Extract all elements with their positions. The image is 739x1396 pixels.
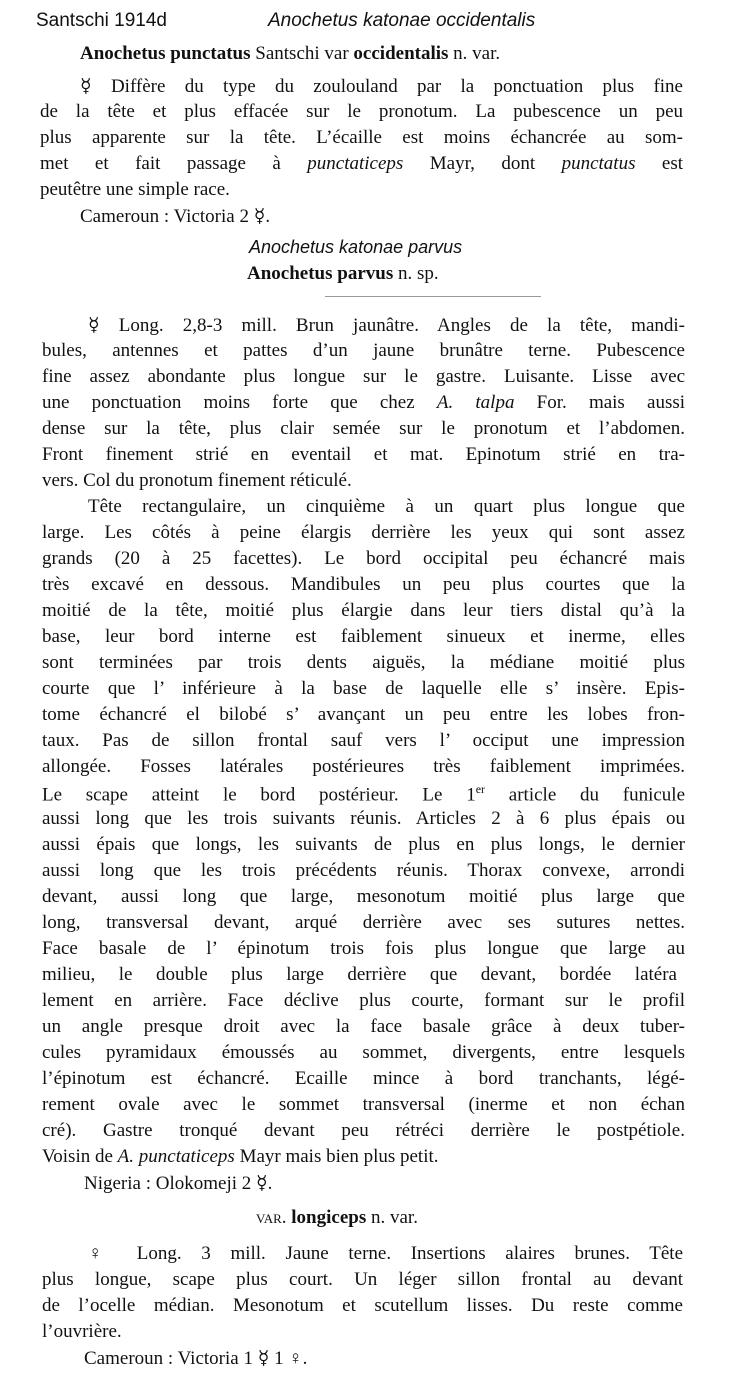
text-line: lement en arrière. Face déclive plus courte, formant sur le profil — [42, 990, 685, 1011]
species-name: punctatus — [170, 43, 251, 64]
text-line: l’épinotum est échancré. Ecaille mince à bord tranchants, légé- — [42, 1068, 685, 1089]
species-name-italic: punctatus — [561, 153, 636, 174]
text-line: de la tête et plus effacée sur le pronotum. La pubescence un peu — [40, 101, 683, 122]
text-line: moitié de la tête, moitié plus élargie dans leur tiers distal qu’à la — [42, 600, 685, 621]
text-span: article du funicule — [508, 784, 686, 806]
text-span: met et fait passage à — [40, 153, 281, 174]
text-line: taux. Pas de sillon frontal sauf vers l’ occiput une impression — [42, 730, 685, 751]
text-line: l’ouvrière. — [42, 1321, 122, 1342]
locality-line: Cameroun : Victoria 2 ☿. — [80, 206, 271, 227]
text-line: grands (20 à 25 facettes). Le bord occipital peu échancré mais — [42, 548, 685, 569]
text-line — [42, 782, 685, 806]
text-line: plus apparente sur la tête. L’écaille est moins échancrée au som- — [40, 127, 683, 148]
taxon-status: n. var. — [453, 43, 501, 64]
text-line: cré). Gastre tronqué devant peu rétréci derrière le postpétiole. — [42, 1120, 685, 1141]
text-line — [42, 392, 685, 414]
text-line: large. Les côtés à peine élargis derrière les yeux qui sont assez — [42, 522, 685, 543]
text-line: tome échancré el bilobé s’ avançant un peu entre les lobes fron- — [42, 704, 685, 725]
variety-name: longiceps — [291, 1207, 367, 1228]
text-span: Voisin de — [42, 1146, 113, 1167]
taxon-status: n. var. — [370, 1207, 418, 1228]
text-line: un angle presque droit avec la face basale grâce à deux tuber- — [42, 1016, 685, 1037]
text-line: très excavé en dessous. Mandibules un peu plus courtes que la — [42, 574, 685, 595]
text-line: sont terminées par trois dents aiguës, la médiane moitié plus — [42, 652, 685, 673]
taxon-heading-occidentalis — [80, 43, 500, 65]
genus-name: Anochetus — [247, 263, 333, 284]
text-line: dense sur la tête, plus clair semée sur le pronotum et l’abdomen. — [42, 418, 685, 439]
genus-name: Anochetus — [80, 43, 166, 64]
text-line — [40, 153, 683, 175]
text-line: de l’ocelle médian. Mesonotum et scutellum lisses. Du reste comme — [42, 1295, 683, 1316]
superscript: er — [475, 782, 486, 796]
text-line: ☿ Diffère du type du zoulouland par la ponctuation plus fine — [80, 76, 683, 97]
text-line: milieu, le double plus large derrière que devant, bordée latéra — [42, 964, 677, 985]
author-var: Santschi var — [255, 43, 349, 64]
text-line: Front finement strié en eventail et mat. Epinotum strié en tra- — [42, 444, 685, 465]
current-name-label: Anochetus katonae occidentalis — [268, 10, 536, 31]
text-line: fine assez abondante plus longue sur le gastre. Luisante. Lisse avec — [42, 366, 685, 387]
text-line: ☿ Long. 2,8-3 mill. Brun jaunâtre. Angles de la tête, mandi- — [88, 315, 685, 336]
locality-line: Nigeria : Olokomeji 2 ☿. — [84, 1173, 273, 1194]
variety-name: occidentalis — [353, 43, 449, 64]
text-line: ♀ Long. 3 mill. Jaune terne. Insertions alaires brunes. Tête — [88, 1243, 683, 1264]
text-line: Face basale de l’ épinotum trois fois plus longue que large au — [42, 938, 685, 959]
text-span: est — [661, 153, 684, 174]
text-line: Tête rectangulaire, un cinquième à un quart plus longue que — [88, 496, 685, 517]
text-line: courte que l’ inférieure à la base de laquelle elle s’ insère. Epis- — [42, 678, 685, 699]
species-name: parvus — [337, 263, 394, 284]
text-line: peutêtre une simple race. — [40, 179, 230, 200]
text-line: allongée. Fosses latérales postérieures très faiblement imprimées. — [42, 756, 685, 777]
current-name-parvus: Anochetus katonae parvus — [249, 237, 463, 257]
text-line — [42, 1146, 439, 1168]
text-line: plus longue, scape plus court. Un léger sillon frontal au devant — [42, 1269, 683, 1290]
citation-label: Santschi 1914d — [36, 10, 167, 31]
text-line: bules, antennes et pattes d’un jaune brunâtre terne. Pubescence — [42, 340, 685, 361]
species-name-italic: A. punctaticeps — [117, 1146, 235, 1167]
text-line: vers. Col du pronotum finement réticulé. — [42, 470, 352, 491]
text-span: Mayr, dont — [429, 153, 536, 174]
taxon-heading-parvus — [247, 263, 439, 285]
species-name-italic: punctaticeps — [307, 153, 404, 174]
species-name-italic: A. talpa — [436, 392, 515, 413]
text-line: long, transversal devant, arqué derrière avec ses sutures nettes. — [42, 912, 685, 933]
text-line: aussi long que les trois précédents réunis. Thorax convexe, arrondi — [42, 860, 685, 881]
divider — [325, 296, 541, 297]
text-span: For. mais aussi — [536, 392, 686, 413]
text-span: Mayr mais bien plus petit. — [239, 1146, 439, 1167]
text-line: aussi long que les trois suivants réunis. Articles 2 à 6 plus épais ou — [42, 808, 685, 829]
text-line: devant, aussi long que large, mesonotum moitié plus large que — [42, 886, 685, 907]
taxon-status: n. sp. — [397, 263, 439, 284]
var-label: var. — [256, 1207, 287, 1228]
text-line: cules pyramidaux émoussés au sommet, divergents, entre lesquels — [42, 1042, 685, 1063]
text-line: aussi épais que longs, les suivants de plus en plus longs, le dernier — [42, 834, 685, 855]
locality-line: Cameroun : Victoria 1 ☿ 1 ♀. — [84, 1348, 308, 1369]
taxon-heading-longiceps — [256, 1207, 418, 1229]
text-line: rement ovale avec le sommet transversal (inerme et non échan — [42, 1094, 685, 1115]
text-span: Le scape atteint le bord postérieur. Le 1 — [42, 784, 476, 806]
text-line: base, leur bord interne est faiblement sinueux et inerme, elles — [42, 626, 685, 647]
text-span: une ponctuation moins forte que chez — [42, 392, 415, 413]
